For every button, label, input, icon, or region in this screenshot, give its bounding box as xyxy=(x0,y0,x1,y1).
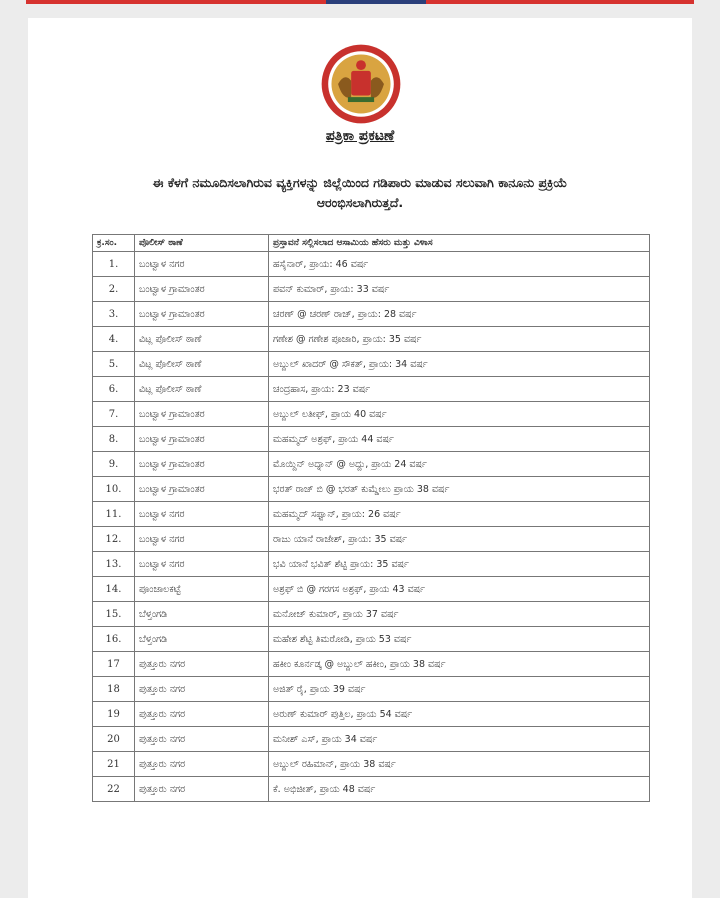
table-row xyxy=(93,277,650,302)
person-cell: ಮಹಮ್ಮದ್ ಸಫ್ವಾನ್, ಪ್ರಾಯ: 26 ವರ್ಷ xyxy=(269,502,650,527)
serial-cell: 19 xyxy=(93,702,135,727)
person-cell: ಅಬ್ದುಲ್ ಖಾದರ್ @ ಸೌಕತ್, ಪ್ರಾಯ: 34 ವರ್ಷ xyxy=(269,352,650,377)
serial-cell: 6. xyxy=(93,377,135,402)
table-row xyxy=(93,502,650,527)
station-cell: ಬಂಟ್ವಾಳ ನಗರ xyxy=(135,502,269,527)
person-cell: ಚಂದ್ರಹಾಸ, ಪ್ರಾಯ: 23 ವರ್ಷ xyxy=(269,377,650,402)
serial-cell: 22 xyxy=(93,777,135,802)
station-cell: ಬಂಟ್ವಾಳ ನಗರ xyxy=(135,252,269,277)
header-station: ಪೊಲೀಸ್ ಠಾಣೆ xyxy=(135,235,269,252)
station-cell: ಬಂಟ್ವಾಳ ನಗರ xyxy=(135,552,269,577)
serial-cell: 3. xyxy=(93,302,135,327)
serial-cell: 5. xyxy=(93,352,135,377)
header-serial: ಕ್ರ.ಸಂ. xyxy=(93,235,135,252)
serial-cell: 21 xyxy=(93,752,135,777)
serial-cell: 13. xyxy=(93,552,135,577)
person-cell: ಹಸೈನಾರ್, ಪ್ರಾಯ: 46 ವರ್ಷ xyxy=(269,252,650,277)
station-cell: ಬಂಟ್ವಾಳ ಗ್ರಾಮಾಂತರ xyxy=(135,277,269,302)
person-cell: ಕೆ. ಅಭಿಜೀತ್, ಪ್ರಾಯ 48 ವರ್ಷ xyxy=(269,777,650,802)
person-cell: ಮೊಯ್ದಿನ್ ಅದ್ನಾನ್ @ ಅದ್ದು, ಪ್ರಾಯ 24 ವರ್ಷ xyxy=(269,452,650,477)
person-cell: ಅಬ್ದುಲ್ ಲತೀಫ್, ಪ್ರಾಯ 40 ವರ್ಷ xyxy=(269,402,650,427)
table-row xyxy=(93,702,650,727)
table-row xyxy=(93,752,650,777)
station-cell: ಬಂಟ್ವಾಳ ಗ್ರಾಮಾಂತರ xyxy=(135,452,269,477)
person-cell: ಪವನ್ ಕುಮಾರ್, ಪ್ರಾಯ: 33 ವರ್ಷ xyxy=(269,277,650,302)
person-cell: ಭರತ್ ರಾಜ್ ಬಿ @ ಭರತ್ ಕುಮ್ಡೇಲು ಪ್ರಾಯ 38 ವರ್ಷ xyxy=(269,477,650,502)
serial-cell: 18 xyxy=(93,677,135,702)
serial-cell: 8. xyxy=(93,427,135,452)
table-header-row xyxy=(93,235,650,252)
station-cell: ಪುತ್ತೂರು ನಗರ xyxy=(135,702,269,727)
station-cell: ಬೆಳ್ತಂಗಡಿ xyxy=(135,627,269,652)
person-cell: ರಾಜು ಯಾನೆ ರಾಜೇಶ್, ಪ್ರಾಯ: 35 ವರ್ಷ xyxy=(269,527,650,552)
person-cell: ಅಜಿತ್ ರೈ, ಪ್ರಾಯ 39 ವರ್ಷ xyxy=(269,677,650,702)
station-cell: ವಿಟ್ಲ ಪೊಲೀಸ್ ಠಾಣೆ xyxy=(135,352,269,377)
table-row xyxy=(93,677,650,702)
serial-cell: 2. xyxy=(93,277,135,302)
station-cell: ಬೆಳ್ತಂಗಡಿ xyxy=(135,602,269,627)
table-row xyxy=(93,552,650,577)
table-row xyxy=(93,452,650,477)
table-row xyxy=(93,302,650,327)
serial-cell: 11. xyxy=(93,502,135,527)
person-cell: ಮನೋಜ್ ಕುಮಾರ್, ಪ್ರಾಯ 37 ವರ್ಷ xyxy=(269,602,650,627)
top-color-bar xyxy=(26,0,694,4)
table-row xyxy=(93,427,650,452)
station-cell: ಬಂಟ್ವಾಳ ಗ್ರಾಮಾಂತರ xyxy=(135,427,269,452)
station-cell: ವಿಟ್ಲ ಪೊಲೀಸ್ ಠಾಣೆ xyxy=(135,327,269,352)
serial-cell: 12. xyxy=(93,527,135,552)
person-cell: ಮನೀಶ್ ಎಸ್, ಪ್ರಾಯ 34 ವರ್ಷ xyxy=(269,727,650,752)
person-cell: ಮಹಮ್ಮದ್ ಅಶ್ರಫ್, ಪ್ರಾಯ 44 ವರ್ಷ xyxy=(269,427,650,452)
table-row xyxy=(93,527,650,552)
station-cell: ಪುತ್ತೂರು ನಗರ xyxy=(135,777,269,802)
station-cell: ವಿಟ್ಲ ಪೊಲೀಸ್ ಠಾಣೆ xyxy=(135,377,269,402)
person-cell: ಹಕೀಂ ಕೂರ್ನಡ್ಕ @ ಅಬ್ದುಲ್ ಹಕೀಂ, ಪ್ರಾಯ 38 ವರ್ಷ xyxy=(269,652,650,677)
station-cell: ಪುತ್ತೂರು ನಗರ xyxy=(135,652,269,677)
table-row xyxy=(93,402,650,427)
top-color-bar-accent xyxy=(326,0,426,4)
table-row xyxy=(93,477,650,502)
deportation-table xyxy=(92,234,650,802)
header-person: ಪ್ರಸ್ತಾವನೆ ಸಲ್ಲಿಸಲಾದ ಆಸಾಮಿಯ ಹೆಸರು ಮತ್ತು ವಿಳಾಸ xyxy=(269,235,650,252)
station-cell: ಪೂಂಜಾಲಕಟ್ಟೆ xyxy=(135,577,269,602)
serial-cell: 16. xyxy=(93,627,135,652)
serial-cell: 17 xyxy=(93,652,135,677)
station-cell: ಬಂಟ್ವಾಳ ಗ್ರಾಮಾಂತರ xyxy=(135,477,269,502)
serial-cell: 4. xyxy=(93,327,135,352)
station-cell: ಪುತ್ತೂರು ನಗರ xyxy=(135,752,269,777)
document-page xyxy=(28,18,692,898)
person-cell: ಭವಿ ಯಾನೆ ಭವಿತ್ ಶೆಟ್ಟಿ ಪ್ರಾಯ: 35 ವರ್ಷ xyxy=(269,552,650,577)
person-cell: ಅಬ್ದುಲ್ ರಹಿಮಾನ್, ಪ್ರಾಯ 38 ವರ್ಷ xyxy=(269,752,650,777)
table-row xyxy=(93,577,650,602)
person-cell: ಮಹೇಶ ಶೆಟ್ಟಿ ತಿಮರೋಡಿ, ಪ್ರಾಯ 53 ವರ್ಷ xyxy=(269,627,650,652)
serial-cell: 1. xyxy=(93,252,135,277)
table-row xyxy=(93,627,650,652)
serial-cell: 15. xyxy=(93,602,135,627)
station-cell: ಬಂಟ್ವಾಳ ಗ್ರಾಮಾಂತರ xyxy=(135,402,269,427)
table-row xyxy=(93,252,650,277)
station-cell: ಬಂಟ್ವಾಳ ಗ್ರಾಮಾಂತರ xyxy=(135,302,269,327)
station-cell: ಪುತ್ತೂರು ನಗರ xyxy=(135,727,269,752)
table-row xyxy=(93,327,650,352)
station-cell: ಬಂಟ್ವಾಳ ನಗರ xyxy=(135,527,269,552)
table-row xyxy=(93,352,650,377)
table-row xyxy=(93,652,650,677)
table-row xyxy=(93,377,650,402)
serial-cell: 14. xyxy=(93,577,135,602)
table-row xyxy=(93,602,650,627)
person-cell: ಗಣೇಶ @ ಗಣೇಶ ಪೂಜಾರಿ, ಪ್ರಾಯ: 35 ವರ್ಷ xyxy=(269,327,650,352)
station-cell: ಪುತ್ತೂರು ನಗರ xyxy=(135,677,269,702)
person-cell: ಅರುಣ್ ಕುಮಾರ್ ಪುತ್ತಿಲ, ಪ್ರಾಯ 54 ವರ್ಷ xyxy=(269,702,650,727)
table-row xyxy=(93,777,650,802)
serial-cell: 7. xyxy=(93,402,135,427)
person-cell: ಚರಣ್ @ ಚರಣ್ ರಾಜ್, ಪ್ರಾಯ: 28 ವರ್ಷ xyxy=(269,302,650,327)
serial-cell: 9. xyxy=(93,452,135,477)
person-cell: ಅಶ್ರಫ್ ಬಿ @ ಗರಗಸ ಅಶ್ರಫ್, ಪ್ರಾಯ 43 ವರ್ಷ xyxy=(269,577,650,602)
table-row xyxy=(93,727,650,752)
police-seal-icon xyxy=(320,43,402,125)
intro-text: ಈ ಕೆಳಗೆ ನಮೂದಿಸಲಾಗಿರುವ ವ್ಯಕ್ತಿಗಳನ್ನು ಜಿಲ್ಲೆಯಿಂದ ಗಡಿಪಾರು ಮಾಡುವ ಸಲುವಾಗಿ ಕಾನೂನು ಪ್ರಕ್ರಿಯೆ ಆರಂಭಿಸಲಾಗಿರುತ್ತದೆ. xyxy=(152,175,568,210)
serial-cell: 10. xyxy=(93,477,135,502)
page-title: ಪತ್ರಿಕಾ ಪ್ರಕಟಣೆ xyxy=(325,128,395,144)
serial-cell: 20 xyxy=(93,727,135,752)
